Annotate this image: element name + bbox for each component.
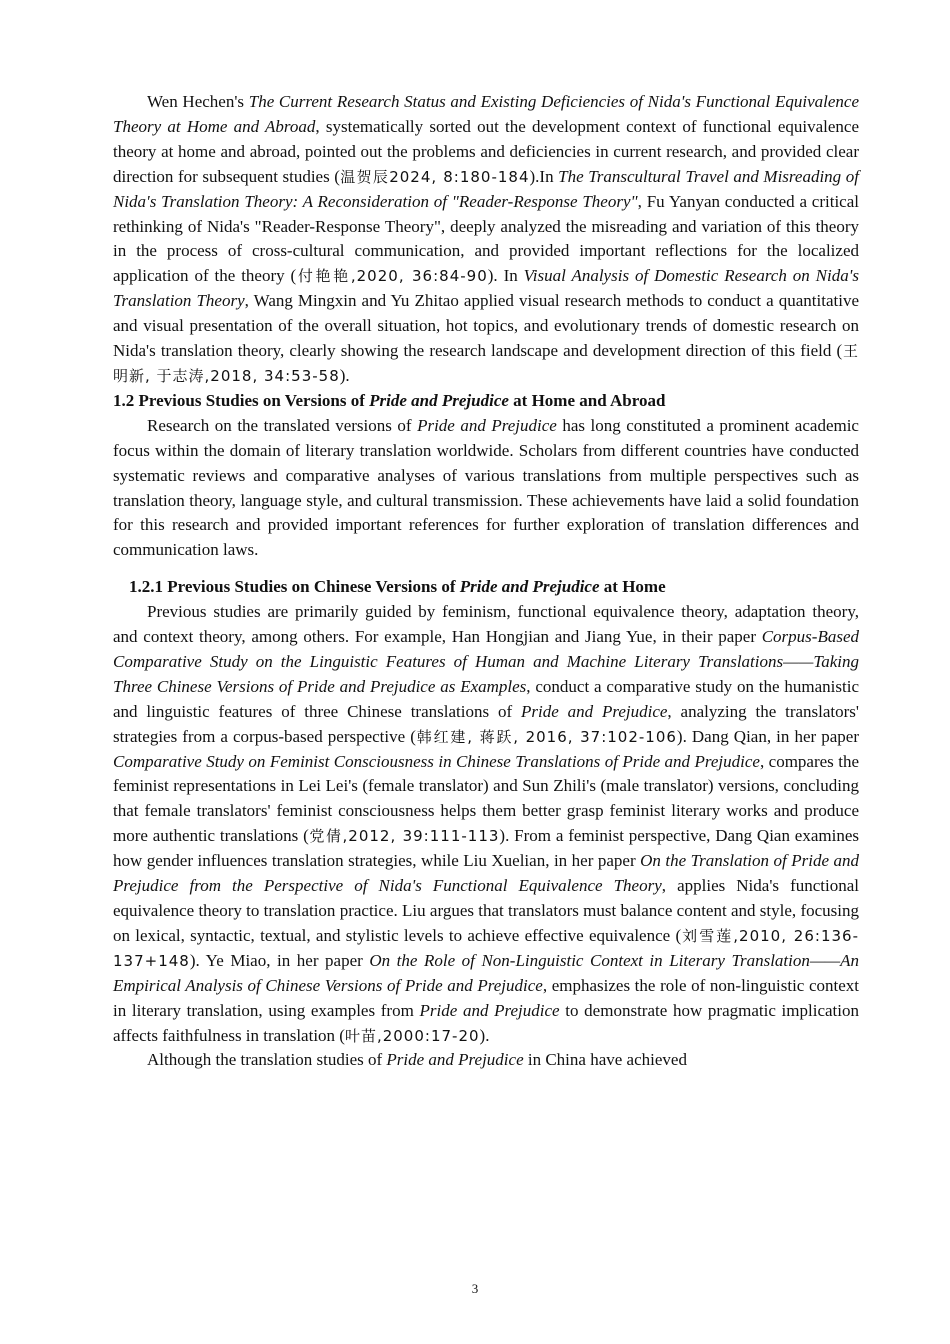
section-heading-1-2: 1.2 Previous Studies on Versions of Pride and Prejudice at Home and Abroad (113, 390, 666, 410)
book-title: Pride and Prejudice (419, 1000, 560, 1020)
paragraph-although: Although the translation studies of Pride and Prejudice in China have achieved (147, 1050, 687, 1070)
document-page (113, 90, 859, 1073)
citation: 温贺辰2024, 8:180-184 (339, 167, 530, 186)
citation: 刘雪莲,2010, 26:136-137+148 (113, 926, 859, 970)
book-title: Pride and Prejudice (417, 415, 557, 435)
paragraph-chinese-versions: Previous studies are primarily guided by feminism, functional equivalence theory, adaptation theory, and context theory, among others. For example, Han Hongjian and Jiang Yue, in their paper Corpus-Based Comparative Study on the Linguistic Features of Human and Machine Literary Translations——Taking Three Chinese Versions of Pride and Prejudice as Examples, conduct a comparative study on the humanistic and linguistic features of three Chinese translations of Pride and Prejudice, analyzing the translators' strategies from a corpus-based perspective (韩红建, 蒋跃, 2016, 37:102-106). Dang Qian, in her paper Comparative Study on Feminist Consciousness in Chinese Translations of Pride and Prejudice, compares the feminist representations in Lei Lei's (female translator) and Sun Zhili's (male translator) versions, concluding that female translators' feminist consciousness helps them better grasp feminist literary works and produce more authentic translations (党倩,2012, 39:111-113). From a feminist perspective, Dang Qian examines how gender influences translation strategies, while Liu Xuelian, in her paper On the Translation of Pride and Prejudice from the Perspective of Nida's Functional Equivalence Theory, applies Nida's functional equivalence theory to translation practice. Liu argues that translators must balance content and style, focusing on lexical, syntactic, textual, and stylistic levels to achieve effective equivalence (刘雪莲,2010, 26:136-137+148). Ye Miao, in her paper On the Role of Non-Linguistic Context in Literary Translation——An Empirical Analysis of Chinese Versions of Pride and Prejudice, emphasizes the role of non-linguistic context in literary translation, using examples from Pride and Prejudice to demonstrate how pragmatic implication affects faithfulness in translation (叶苗,2000:17-20). (113, 602, 860, 1045)
paper-title: Corpus-Based Comparative Study on the Linguistic Features of Human and Machine Literary Translations——Taking Three Chinese Versions of Pride and Prejudice as Examples (113, 627, 859, 696)
paragraph-nida-research: Wen Hechen's The Current Research Status and Existing Deficiencies of Nida's Functional Equivalence Theory at Home and Abroad, systematically sorted out the development context of functional equivalence theory at home and abroad, pointed out the problems and deficiencies in current research, and provided clear direction for subsequent studies (温贺辰2024, 8:180-184).In The Transcultural Travel and Misreading of Nida's Translation Theory: A Reconsideration of "Reader-Response Theory", Fu Yanyan conducted a critical rethinking of Nida's "Reader-Response Theory", deeply analyzed the misreading and variation of this theory in the process of cross-cultural communication, and provided important reflections for the localized application of the theory (付艳艳,2020, 36:84-90). In Visual Analysis of Domestic Research on Nida's Translation Theory, Wang Mingxin and Yu Zhitao applied visual research methods to conduct a quantitative and visual presentation of the overall situation, hot topics, and evolutionary trends of domestic research on Nida's translation theory, clearly showing the research landscape and development direction of this field (王明新, 于志涛,2018, 34:53-58). (113, 92, 860, 385)
paragraph-versions-overview: Research on the translated versions of Pride and Prejudice has long constituted a prominent academic focus within the domain of literary translation worldwide. Scholars from different countries have conducted systematic reviews and comparative analyses of various translations from multiple perspectives such as translation theory, language style, and cultural transmission. These achievements have laid a solid foundation for this research and provided important references for further exploration of translation differences and communication laws. (113, 415, 859, 560)
paper-title: On the Translation of Pride and Prejudice from the Perspective of Nida's Functional Equivalence Theory (113, 851, 859, 896)
citation: 王明新, 于志涛,2018, 34:53-58 (113, 342, 859, 385)
paper-title: Visual Analysis of Domestic Research on Nida's Translation Theory (113, 266, 859, 311)
paper-title: The Transcultural Travel and Misreading of Nida's Translation Theory: A Reconsideration of "Reader-Response Theory" (113, 166, 859, 211)
citation: 叶苗,2000:17-20 (344, 1026, 480, 1045)
paper-title: The Current Research Status and Existing Deficiencies of Nida's Functional Equivalence Theory at Home and Abroad (113, 92, 859, 136)
book-title: Pride and Prejudice (386, 1050, 524, 1070)
book-title: Pride and Prejudice (520, 701, 668, 721)
paper-title: On the Role of Non-Linguistic Context in Literary Translation——An Empirical Analysis of Chinese Versions of Pride and Prejudice (113, 950, 859, 995)
citation: 党倩,2012, 39:111-113 (308, 827, 500, 846)
citation: 付艳艳,2020, 36:84-90 (296, 267, 488, 286)
section-heading-1-2-1: 1.2.1 Previous Studies on Chinese Versions of Pride and Prejudice at Home (129, 577, 666, 597)
paper-title: Comparative Study on Feminist Consciousness in Chinese Translations of Pride and Prejudice (113, 751, 760, 771)
citation: 韩红建, 蒋跃, 2016, 37:102-106 (415, 727, 677, 746)
page-number: 3 (471, 1281, 479, 1296)
